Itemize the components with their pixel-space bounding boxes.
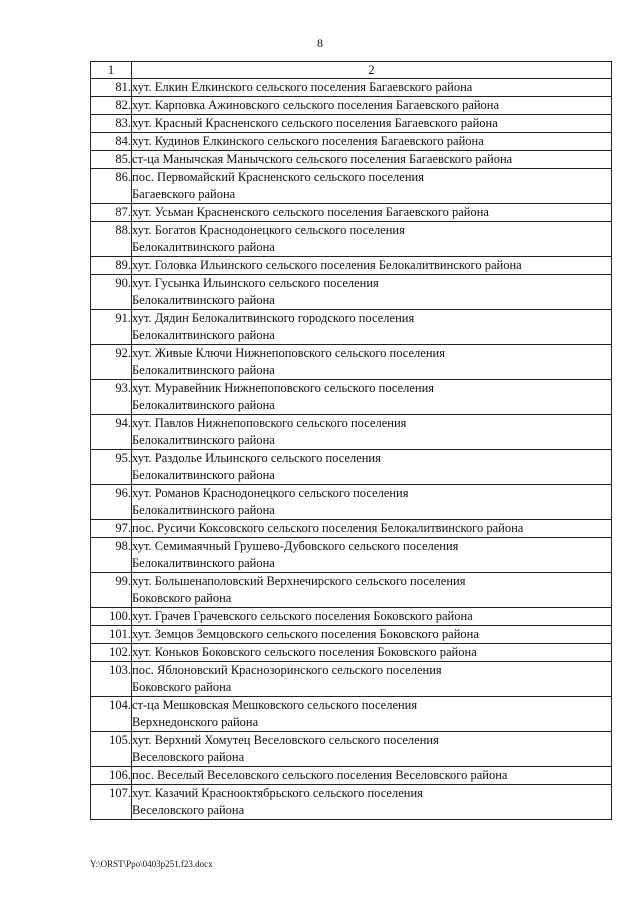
settlement-text-line: хут. Головка Ильинского сельского поселения Белокалитвинского района	[132, 258, 522, 272]
settlement-text-line: ст-ца Мешковская Мешковского сельского поселения	[132, 698, 418, 712]
settlement-cell	[132, 415, 612, 450]
settlement-text-line: хут. Гусынка Ильинского сельского поселения	[132, 276, 379, 290]
row-number: 107.	[91, 785, 132, 820]
table-row	[91, 520, 612, 538]
settlement-cell	[132, 380, 612, 415]
table-row	[91, 415, 612, 450]
settlement-text-line: хут. Земцов Земцовского сельского поселения Боковского района	[132, 627, 479, 641]
settlement-text-line: Багаевского района	[132, 187, 236, 201]
settlement-cell	[132, 204, 612, 222]
settlement-cell	[132, 573, 612, 608]
settlement-cell	[132, 608, 612, 626]
row-number: 81.	[91, 79, 132, 97]
row-number: 106.	[91, 767, 132, 785]
settlement-text-line: пос. Русичи Коксовского сельского поселения Белокалитвинского района	[132, 521, 524, 535]
row-number: 99.	[91, 573, 132, 608]
settlement-text-line: Белокалитвинского района	[132, 293, 275, 307]
table-row	[91, 115, 612, 133]
row-number: 104.	[91, 697, 132, 732]
settlement-text-line: Белокалитвинского района	[132, 556, 275, 570]
settlement-text-line: Белокалитвинского района	[132, 433, 275, 447]
settlement-text-line: Белокалитвинского района	[132, 328, 275, 342]
table-row	[91, 133, 612, 151]
settlement-text-line: Белокалитвинского района	[132, 468, 275, 482]
table-row	[91, 644, 612, 662]
table-row	[91, 97, 612, 115]
table-row	[91, 257, 612, 275]
row-number: 102.	[91, 644, 132, 662]
settlement-text-line: хут. Карповка Ажиновского сельского поселения Багаевского района	[132, 98, 500, 112]
row-number: 103.	[91, 662, 132, 697]
row-number: 101.	[91, 626, 132, 644]
row-number: 86.	[91, 169, 132, 204]
settlement-cell	[132, 644, 612, 662]
settlement-text-line: Белокалитвинского района	[132, 503, 275, 517]
table-row	[91, 626, 612, 644]
settlement-cell	[132, 520, 612, 538]
column-header-name: 2	[132, 62, 612, 79]
settlement-cell	[132, 767, 612, 785]
settlement-cell	[132, 732, 612, 767]
settlement-text-line: ст-ца Манычская Манычского сельского поселения Багаевского района	[132, 152, 513, 166]
footer-file-path: Y:\ORST\Ppo\0403p251.f23.docx	[90, 859, 213, 869]
table-header-row	[91, 62, 612, 79]
settlement-cell	[132, 785, 612, 820]
row-number: 82.	[91, 97, 132, 115]
settlement-cell	[132, 257, 612, 275]
settlement-text-line: хут. Павлов Нижнепоповского сельского поселения	[132, 416, 407, 430]
table-row	[91, 169, 612, 204]
settlement-text-line: хут. Романов Краснодонецкого сельского поселения	[132, 486, 409, 500]
settlement-text-line: пос. Яблоновский Краснозоринского сельского поселения	[132, 663, 442, 677]
column-header-number: 1	[91, 62, 132, 79]
row-number: 95.	[91, 450, 132, 485]
settlement-cell	[132, 169, 612, 204]
settlement-text-line: Белокалитвинского района	[132, 398, 275, 412]
row-number: 88.	[91, 222, 132, 257]
table-row	[91, 732, 612, 767]
table-row	[91, 608, 612, 626]
settlement-text-line: пос. Веселый Веселовского сельского поселения Веселовского района	[132, 768, 508, 782]
table-row	[91, 79, 612, 97]
table-row	[91, 222, 612, 257]
row-number: 90.	[91, 275, 132, 310]
table-row	[91, 345, 612, 380]
table-row	[91, 275, 612, 310]
settlement-text-line: хут. Богатов Краснодонецкого сельского поселения	[132, 223, 405, 237]
settlement-text-line: хут. Казачий Краснооктябрьского сельского поселения	[132, 786, 423, 800]
settlement-text-line: хут. Большенаполовский Верхнечирского сельского поселения	[132, 574, 466, 588]
row-number: 83.	[91, 115, 132, 133]
page-number: 8	[317, 36, 323, 50]
settlement-text-line: Боковского района	[132, 591, 232, 605]
settlement-text-line: Веселовского района	[132, 750, 245, 764]
row-number: 89.	[91, 257, 132, 275]
settlement-cell	[132, 450, 612, 485]
settlement-text-line: хут. Раздолье Ильинского сельского поселения	[132, 451, 381, 465]
row-number: 93.	[91, 380, 132, 415]
table-row	[91, 573, 612, 608]
settlement-cell	[132, 151, 612, 169]
table-row	[91, 662, 612, 697]
settlement-cell	[132, 310, 612, 345]
settlement-cell	[132, 345, 612, 380]
settlement-cell	[132, 485, 612, 520]
table-row	[91, 485, 612, 520]
settlement-cell	[132, 97, 612, 115]
table-row	[91, 785, 612, 820]
settlement-text-line: Верхнедонского района	[132, 715, 259, 729]
row-number: 94.	[91, 415, 132, 450]
settlement-cell	[132, 133, 612, 151]
row-number: 96.	[91, 485, 132, 520]
row-number: 87.	[91, 204, 132, 222]
row-number: 85.	[91, 151, 132, 169]
row-number: 97.	[91, 520, 132, 538]
settlement-cell	[132, 626, 612, 644]
row-number: 105.	[91, 732, 132, 767]
settlement-cell	[132, 79, 612, 97]
settlement-text-line: хут. Грачев Грачевского сельского поселения Боковского района	[132, 609, 473, 623]
settlement-text-line: Боковского района	[132, 680, 232, 694]
settlements-table	[90, 61, 612, 820]
settlement-text-line: Веселовского района	[132, 803, 245, 817]
settlement-text-line: хут. Верхний Хомутец Веселовского сельского поселения	[132, 733, 439, 747]
settlement-cell	[132, 697, 612, 732]
settlement-text-line: хут. Кудинов Елкинского сельского поселения Багаевского района	[132, 134, 484, 148]
row-number: 98.	[91, 538, 132, 573]
settlement-text-line: Белокалитвинского района	[132, 240, 275, 254]
settlement-cell	[132, 222, 612, 257]
table-row	[91, 538, 612, 573]
settlement-cell	[132, 538, 612, 573]
row-number: 100.	[91, 608, 132, 626]
settlement-text-line: Белокалитвинского района	[132, 363, 275, 377]
table-row	[91, 697, 612, 732]
table-row	[91, 310, 612, 345]
settlement-text-line: хут. Красный Красненского сельского поселения Багаевского района	[132, 116, 498, 130]
settlement-cell	[132, 115, 612, 133]
settlement-text-line: хут. Елкин Елкинского сельского поселения Багаевского района	[132, 80, 473, 94]
settlement-cell	[132, 662, 612, 697]
row-number: 92.	[91, 345, 132, 380]
row-number: 84.	[91, 133, 132, 151]
row-number: 91.	[91, 310, 132, 345]
settlement-text-line: хут. Дядин Белокалитвинского городского поселения	[132, 311, 415, 325]
settlement-text-line: хут. Усьман Красненского сельского поселения Багаевского района	[132, 205, 489, 219]
table-row	[91, 450, 612, 485]
table-row	[91, 380, 612, 415]
settlement-text-line: хут. Муравейник Нижнепоповского сельского поселения	[132, 381, 435, 395]
settlement-text-line: хут. Живые Ключи Нижнепоповского сельского поселения	[132, 346, 445, 360]
table-row	[91, 204, 612, 222]
table-row	[91, 151, 612, 169]
settlement-text-line: пос. Первомайский Красненского сельского поселения	[132, 170, 424, 184]
table-body	[91, 79, 612, 820]
settlement-text-line: хут. Коньков Боковского сельского поселения Боковского района	[132, 645, 477, 659]
settlement-text-line: хут. Семимаячный Грушево-Дубовского сельского поселения	[132, 539, 459, 553]
table-row	[91, 767, 612, 785]
settlement-cell	[132, 275, 612, 310]
